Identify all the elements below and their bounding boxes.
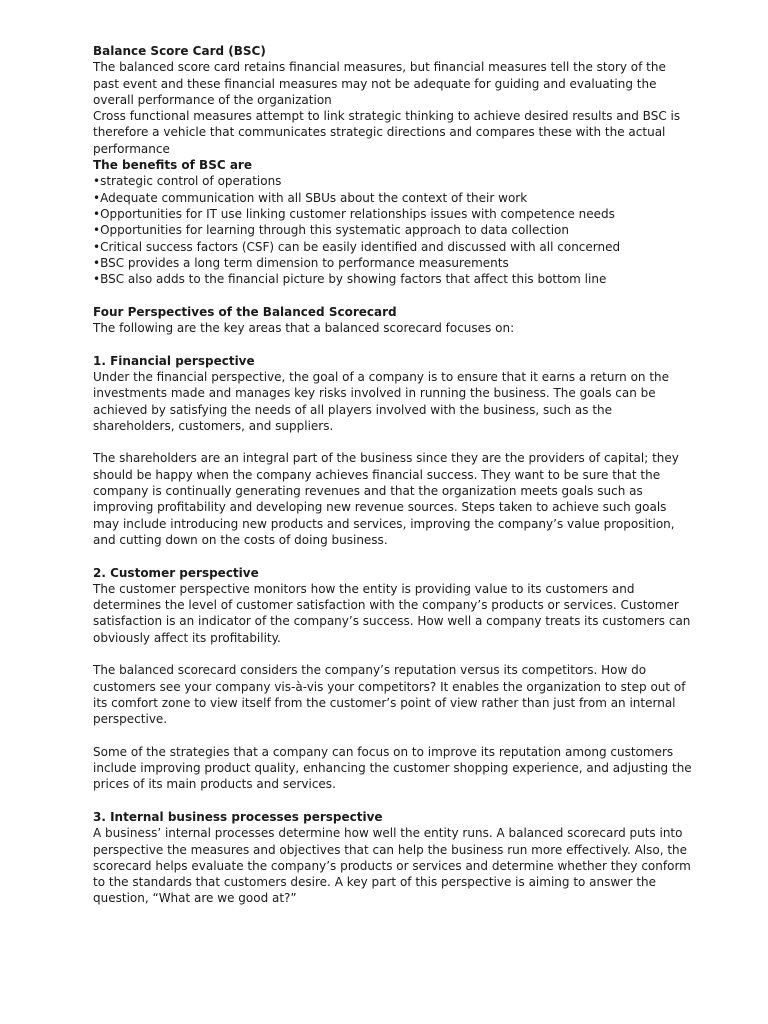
customer-paragraph-2: The balanced scorecard considers the company’s reputation versus its competitors. How do customers see your company vis-à-vis your competitors? It enables the organization to step out of its comfort zone to view itself from the customer’s point of view rather than just from an internal perspective. xyxy=(93,663,686,727)
financial-heading: 1. Financial perspective xyxy=(93,353,255,368)
benefit-item: • BSC provides a long term dimension to performance measurements xyxy=(93,255,693,271)
benefit-item: • strategic control of operations xyxy=(93,173,693,189)
benefit-item: • Opportunities for IT use linking customer relationships issues with competence needs xyxy=(93,206,693,222)
benefits-list xyxy=(93,173,693,287)
document-title: Balance Score Card (BSC) xyxy=(93,44,266,58)
customer-paragraph-3: Some of the strategies that a company can focus on to improve its reputation among customers include improving product quality, enhancing the customer shopping experience, and adjusting the prices of its main products and services. xyxy=(93,744,692,792)
benefit-item: • Opportunities for learning through this systematic approach to data collection xyxy=(93,222,693,238)
benefit-item: • Adequate communication with all SBUs about the context of their work xyxy=(93,190,693,206)
document-page xyxy=(93,43,693,907)
customer-heading: 2. Customer perspective xyxy=(93,565,259,580)
internal-heading: 3. Internal business processes perspective xyxy=(93,809,383,824)
intro-paragraph-2: Cross functional measures attempt to link strategic thinking to achieve desired results and BSC is therefore a vehicle that communicates strategic directions and compares these with the actual performance xyxy=(93,109,681,156)
financial-paragraph-2: The shareholders are an integral part of the business since they are the providers of capital; they should be happy when the company achieves financial success. They want to be sure that the company is continually generating revenues and that the organization meets goals such as improving profitability and developing new revenue sources. Steps taken to achieve such goals may include introducing new products and services, improving the company’s value proposition, and cutting down on the costs of doing business. xyxy=(93,451,679,547)
benefit-item: • BSC also adds to the financial picture by showing factors that affect this bottom line xyxy=(93,271,693,287)
intro-paragraph-1: The balanced score card retains financial measures, but financial measures tell the story of the past event and these financial measures may not be adequate for guiding and evaluating the overall performance of the organization xyxy=(93,60,666,107)
benefits-heading: The benefits of BSC are xyxy=(93,158,252,173)
benefit-item: • Critical success factors (CSF) can be easily identified and discussed with all concerned xyxy=(93,239,693,255)
financial-paragraph-1: Under the financial perspective, the goal of a company is to ensure that it earns a return on the investments made and manages key risks involved in running the business. The goals can be achieved by satisfying the needs of all players involved with the business, such as the shareholders, customers, and suppliers. xyxy=(93,369,670,433)
perspectives-heading: Four Perspectives of the Balanced Scorecard xyxy=(93,304,397,319)
internal-paragraph-1: A business’ internal processes determine how well the entity runs. A balanced scorecard puts into perspective the measures and objectives that can help the business run more effectively. Also, the scorecard helps evaluate the company’s products or services and determine whether they conform to the standards that customers desire. A key part of this perspective is aiming to answer the question, “What are we good at?” xyxy=(93,826,691,906)
customer-paragraph-1: The customer perspective monitors how the entity is providing value to its customers and determines the level of customer satisfaction with the company’s products or services. Customer satisfaction is an indicator of the company’s success. How well a company treats its customers can obviously affect its profitability. xyxy=(93,581,691,645)
perspectives-intro: The following are the key areas that a balanced scorecard focuses on: xyxy=(93,321,515,336)
